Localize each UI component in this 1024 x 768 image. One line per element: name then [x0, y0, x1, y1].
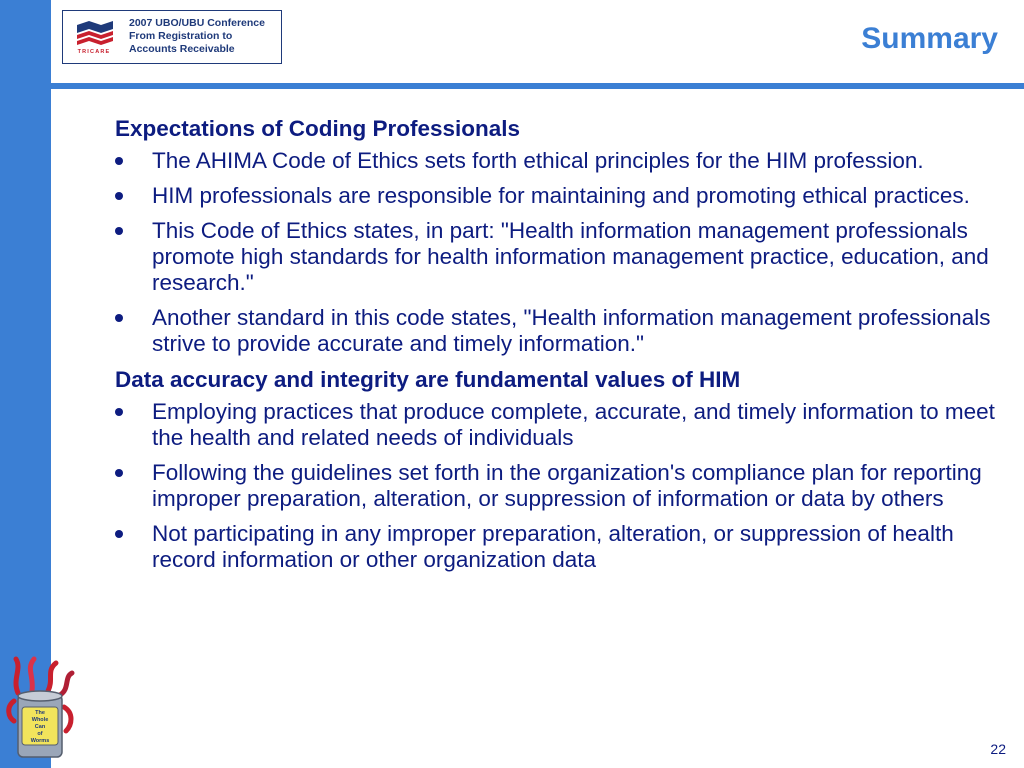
bullet-dot-icon	[115, 227, 123, 235]
slide-title: Summary	[861, 22, 998, 55]
tricare-flag-icon	[71, 19, 117, 55]
section-heading-data-accuracy: Data accuracy and integrity are fundamental values of HIM	[115, 367, 741, 392]
bullet-text: HIM professionals are responsible for maintaining and promoting ethical practices.	[152, 183, 970, 208]
bullet-text: The AHIMA Code of Ethics sets forth ethical principles for the HIM profession.	[152, 148, 924, 173]
slide-body	[115, 116, 995, 582]
logo-line-3: Accounts Receivable	[129, 43, 235, 55]
bullet-dot-icon	[115, 408, 123, 416]
bullet-list-data-accuracy	[115, 399, 995, 573]
bullet-dot-icon	[115, 469, 123, 477]
bullet-text: Employing practices that produce complete, accurate, and timely information to meet the health and related needs of individuals	[152, 399, 995, 450]
bullet-text: Following the guidelines set forth in the organization's compliance plan for reporting improper preparation, alteration, or suppression of information or data by others	[152, 460, 982, 511]
can-of-worms-mascot-icon	[4, 655, 76, 765]
bullet-item	[115, 148, 995, 174]
mascot-label-line-1: The	[35, 710, 45, 716]
left-sidebar-bar	[0, 0, 51, 768]
bullet-item	[115, 183, 995, 209]
tricare-brand-text: TRICARE	[77, 49, 111, 55]
bullet-item	[115, 218, 995, 296]
mascot-label-line-3: Can	[34, 724, 46, 730]
bullet-dot-icon	[115, 314, 123, 322]
conference-logo	[62, 10, 282, 64]
page-number: 22	[990, 741, 1006, 757]
bullet-text: This Code of Ethics states, in part: "Health information management professionals promote high standards for health information management practice, education, and research."	[152, 218, 989, 295]
bullet-dot-icon	[115, 530, 123, 538]
mascot-label-line-4: of	[37, 731, 43, 737]
bullet-list-coding-professionals	[115, 148, 995, 357]
bullet-text: Not participating in any improper preparation, alteration, or suppression of health record information or other organization data	[152, 521, 954, 572]
logo-line-2: From Registration to	[129, 30, 233, 42]
logo-line-1: 2007 UBO/UBU Conference	[129, 17, 265, 29]
mascot-label-line-5: Worms	[30, 738, 50, 744]
bullet-item	[115, 399, 995, 451]
header-divider	[51, 83, 1024, 89]
logo-text	[129, 17, 279, 56]
bullet-item	[115, 521, 995, 573]
section-heading-coding-professionals: Expectations of Coding Professionals	[115, 116, 521, 141]
bullet-dot-icon	[115, 157, 123, 165]
bullet-item	[115, 460, 995, 512]
bullet-dot-icon	[115, 192, 123, 200]
bullet-text: Another standard in this code states, "Health information management professionals strive to provide accurate and timely information."	[152, 305, 991, 356]
mascot-label-line-2: Whole	[31, 717, 49, 723]
bullet-item	[115, 305, 995, 357]
